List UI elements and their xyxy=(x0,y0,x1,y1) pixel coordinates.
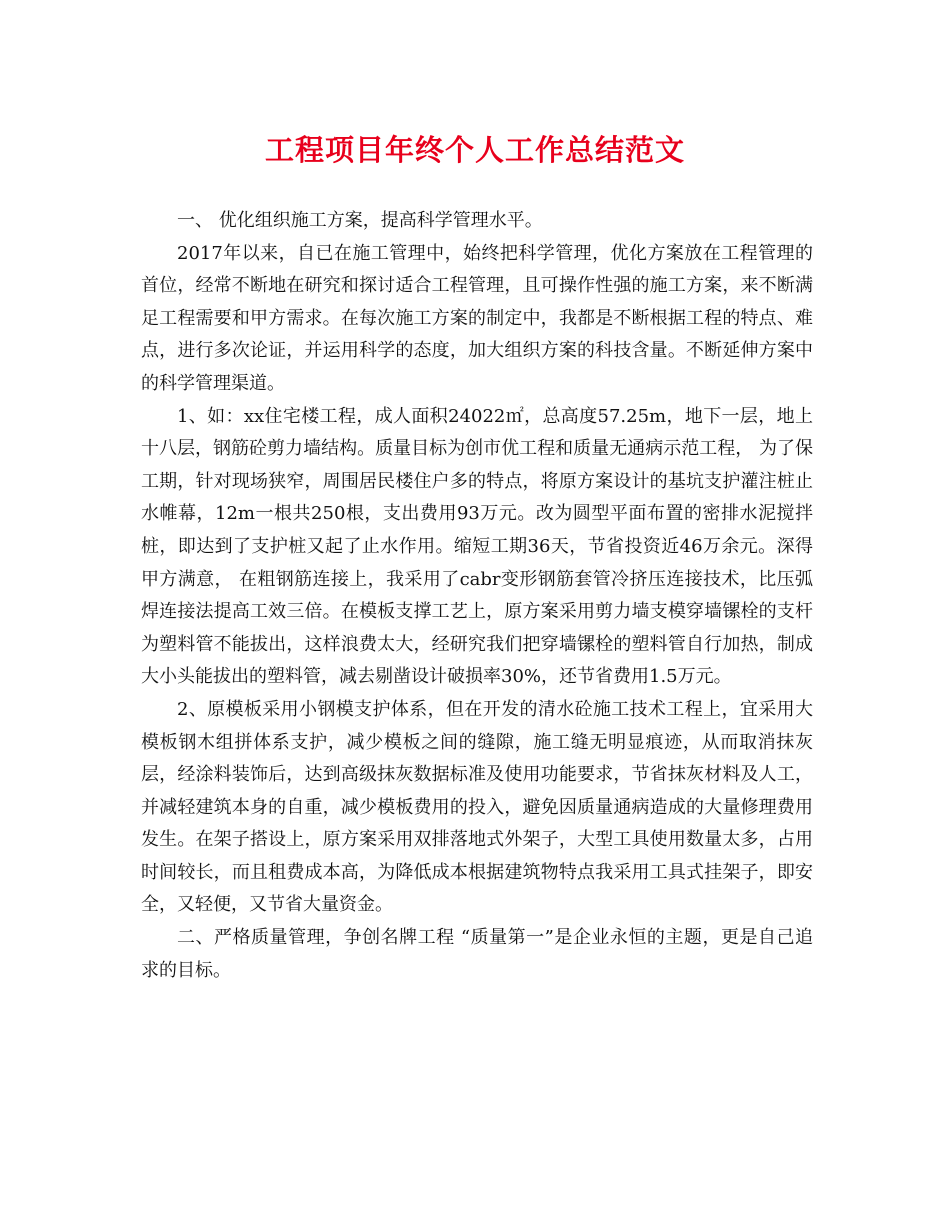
document-title: 工程项目年终个人工作总结范文 xyxy=(264,133,685,167)
paragraph-intro: 2017年以来，自已在施工管理中，始终把科学管理，优化方案放在工程管理的首位，经常不断地在研究和探讨适合工程管理，且可操作性强的施工方案，来不断满足工程需要和甲方需求。在每次施工方案的制定中，我都是不断根据工程的特点、难点，进行多次论证，并运用科学的态度，加大组织方案的科技含量。不断延伸方案中的科学管理渠道。 xyxy=(141,242,813,394)
document-body xyxy=(141,205,813,987)
section-heading-1: 一、 优化组织施工方案，提高科学管理水平。 xyxy=(177,210,543,231)
section-heading-2: 二、严格质量管理，争创名牌工程 “质量第一”是企业永恒的主题，更是自己追求的目标。 xyxy=(141,927,813,981)
paragraph-item-2: 2、原模板采用小钢模支护体系，但在开发的清水砼施工技术工程上，宜采用大模板钢木组拼体系支护，减少模板之间的缝隙，施工缝无明显痕迹，从而取消抹灰层，经涂料装饰后，达到高级抹灰数据标准及使用功能要求，节省抹灰材料及人工，并减轻建筑本身的自重，减少模板费用的投入，避免因质量通病造成的大量修理费用发生。在架子搭设上，原方案采用双排落地式外架子，大型工具使用数量太多，占用时间较长，而且租费成本高，为降低成本根据建筑物特点我采用工具式挂架子，即安全，又轻便，又节省大量资金。 xyxy=(141,698,813,916)
paragraph-item-1: 1、如：xx住宅楼工程，成人面积24022㎡，总高度57.25m，地下一层，地上十八层，钢筋砼剪力墙结构。质量目标为创市优工程和质量无通病示范工程， 为了保工期，针对现场狭窄，周围居民楼住户多的特点，将原方案设计的基坑支护灌注桩止水帷幕，12m一根共250根，支出费用93万元。改为圆型平面布置的密排水泥搅拌桩，即达到了支护桩又起了止水作用。缩短工期36天，节省投资近46万余元。深得甲方满意， 在粗钢筋连接上，我采用了cabr变形钢筋套管冷挤压连接技术，比压弧焊连接法提高工效三倍。在模板支撑工艺上，原方案采用剪力墙支模穿墙镙栓的支杆为塑料管不能拔出，这样浪费太大，经研究我们把穿墙镙栓的塑料管自行加热，制成大小头能拔出的塑料管，减去剔凿设计破损率30%，还节省费用1.5万元。 xyxy=(141,405,813,688)
